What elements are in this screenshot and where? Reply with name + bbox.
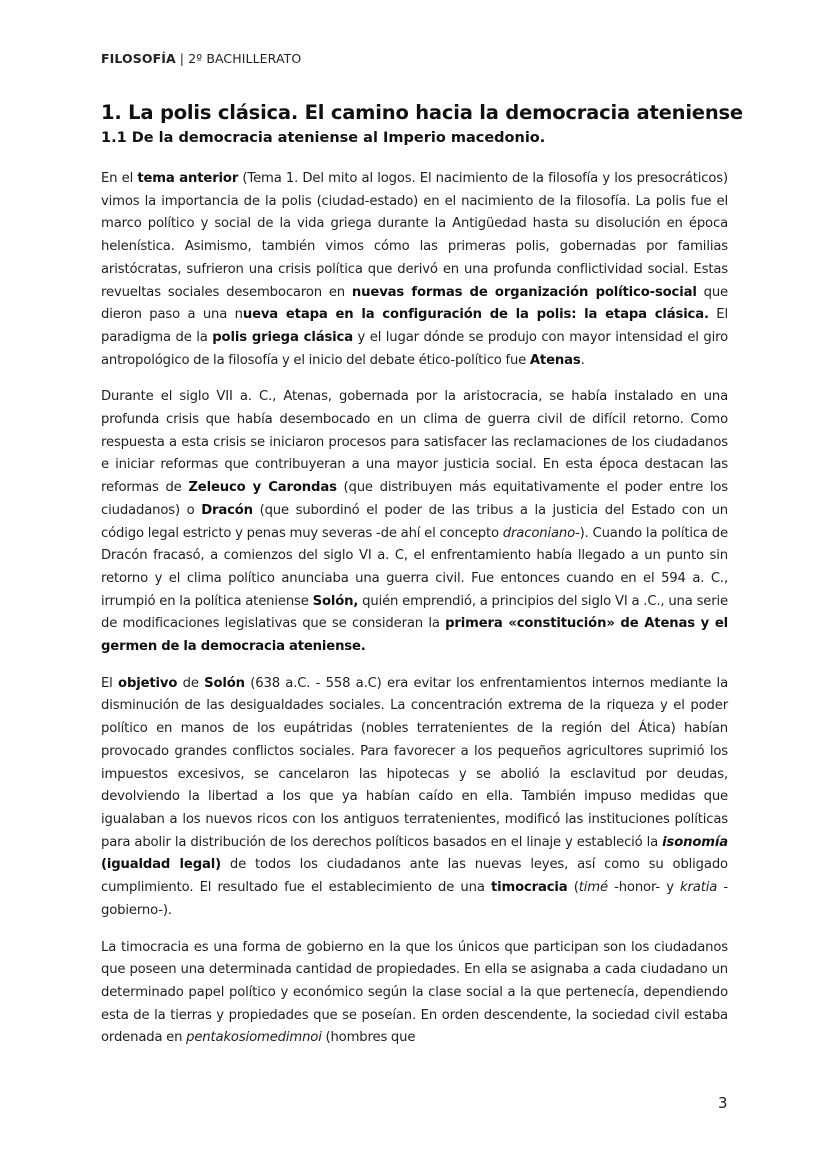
- paragraph: [101, 168, 728, 372]
- italic-term: draconiano: [502, 525, 576, 541]
- italic-term: kratia: [680, 880, 718, 896]
- text-run: quién emprendió, a principios del siglo VI a .C., una serie de modificaciones legislativas que se consideran la: [101, 593, 729, 632]
- emphasis-text: (igualdad legal): [101, 857, 221, 873]
- text-run: de: [177, 675, 205, 691]
- emphasis-text: timocracia: [490, 880, 568, 896]
- emphasis-text: isonomía: [662, 834, 728, 850]
- paragraph: [101, 937, 728, 1051]
- text-run: (que distribuyen más equitativamente el poder entre los ciudadanos) o: [101, 480, 728, 518]
- text-run: Durante el siglo VII a. C., Atenas, gobernada por la aristocracia, se había instalado en una profunda crisis que había desembocado en un clima de guerra civil de difícil retorno. Como respuesta a esta crisis se iniciaron procesos para satisfacer las reclamaciones de los ciudadanos e iniciar reformas que contribuyeran a una mayor justicia social. En esta época destacan las reformas de: [101, 389, 728, 496]
- text-run: -honor- y: [607, 880, 681, 896]
- text-run: que dieron paso a una n: [101, 284, 728, 323]
- text-run: En el: [101, 171, 138, 186]
- text-run: (hombres que: [321, 1030, 416, 1046]
- italic-term: timé: [578, 880, 608, 896]
- running-header: [101, 51, 301, 66]
- text-run: .: [580, 352, 585, 368]
- emphasis-text: Atenas: [529, 352, 581, 368]
- header-course: 2º BACHILLERATO: [188, 51, 302, 66]
- paragraph: [101, 673, 728, 923]
- paragraph: [101, 386, 728, 658]
- emphasis-text: nuevas formas de organización político-social: [351, 284, 697, 300]
- text-run: La timocracia es una forma de gobierno en la que los únicos que participan son los ciudadanos que poseen una determinada cantidad de propiedades. En ella se asignaba a cada ciudadano un determinado papel político y económico según la clase social a la que pertenecía, dependiendo esta de la tierras y propiedades que se poseían. En orden descendente, la sociedad civil estaba ordenada en: [101, 939, 728, 1046]
- emphasis-text: Dracón: [201, 502, 253, 518]
- emphasis-text: Zeleuco y Carondas: [188, 480, 337, 496]
- text-run: El: [101, 675, 119, 691]
- emphasis-text: objetivo: [118, 675, 178, 691]
- text-run: (Tema 1. Del mito al logos. El nacimiento de la filosofía y los presocráticos) vimos la importancia de la polis (ciudad-estado) en el nacimiento de la filosofía. La polis fue el marco político y social de la vida griega durante la Antigüedad hasta su disolución en época helenística. Asimismo, también vimos cómo las primeras polis, gobernadas por familias aristócratas, sufrieron una crisis política que derivó en una profunda conflictividad social. Estas revueltas sociales desembocaron en: [101, 171, 728, 300]
- text-run: de todos los ciudadanos ante las nuevas leyes, así como su obligado cumplimiento. El resultado fue el establecimiento de una: [101, 857, 728, 896]
- text-run: El paradigma de la: [101, 307, 728, 345]
- text-run: -). Cuando la política de Dracón fracasó, a comienzos del siglo VI a. C, el enfrentamiento había llegado a un punto sin retorno y el clima político anunciaba una guerra civil. Fue entonces cuando en el 594 a. C., irrumpió en la política ateniense: [101, 525, 728, 609]
- text-run: -gobierno-).: [101, 880, 728, 918]
- text-run: (: [567, 880, 579, 896]
- text-run: (638 a.C. - 558 a.C) era evitar los enfrentamientos internos mediante la disminución de las desigualdades sociales. La concentración extrema de la riqueza y el poder político en manos de los eupátridas (nobles terratenientes de la región del Ática) habían provocado grandes conflictos sociales. Para favorecer a los pequeños agricultores suprimió los impuestos excesivos, se cancelaron las hipotecas y se abolió la esclavitud por deudas, devolviendo la libertad a los que ya habían caído en ella. También impuso medidas que igualaban a los nuevos ricos con los antiguos terratenientes, modificó las instituciones políticas para abolir la distribución de los derechos políticos basados en el linaje y estableció la: [101, 675, 728, 850]
- header-subject: FILOSOFÍA: [101, 51, 176, 66]
- italic-term: pentakosiomedimnoi: [186, 1030, 322, 1046]
- emphasis-text: polis griega clásica: [212, 329, 353, 345]
- emphasis-text: tema anterior: [137, 171, 239, 186]
- emphasis-text: Solón: [204, 675, 245, 691]
- text-run: y el lugar dónde se produjo con mayor intensidad el giro antropológico de la filosofía y el inicio del debate ético-político fue: [101, 329, 728, 368]
- page-number: 3: [718, 1094, 728, 1112]
- text-run: (que subordinó el poder de las tribus a la justicia del Estado con un código legal estricto y penas muy severas -de ahí el concepto: [101, 502, 729, 541]
- emphasis-text: primera «constitución» de Atenas y el germen de la democracia ateniense.: [101, 616, 728, 655]
- subsection-title: 1.1 De la democracia ateniense al Imperio macedonio.: [101, 130, 546, 146]
- emphasis-text: Solón,: [312, 593, 359, 609]
- header-separator: |: [175, 51, 189, 66]
- section-title: 1. La polis clásica. El camino hacia la democracia ateniense: [101, 101, 743, 124]
- page-content: [101, 100, 743, 1050]
- emphasis-text: ueva etapa en la configuración de la polis: la etapa clásica.: [242, 307, 709, 323]
